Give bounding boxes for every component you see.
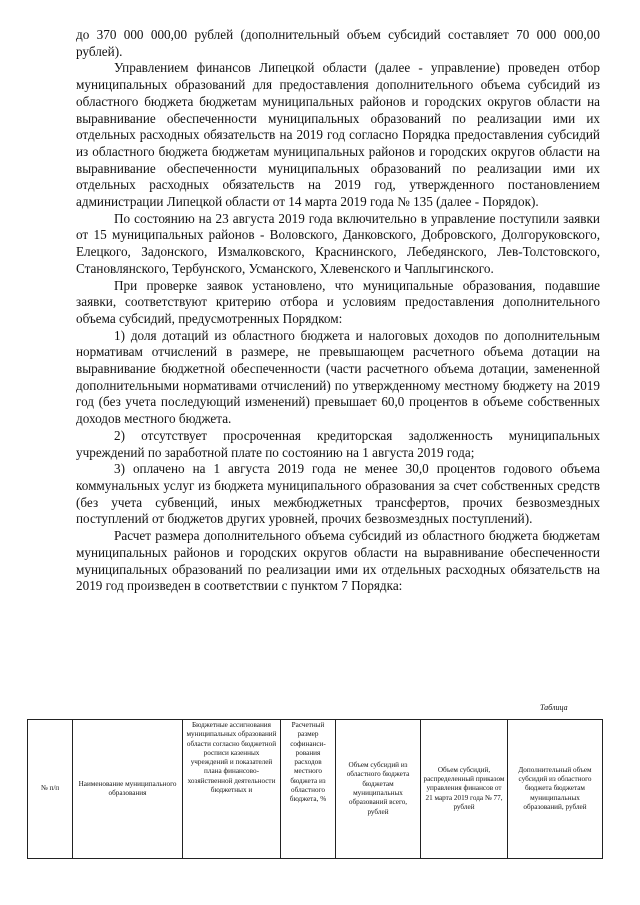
header-cell-distributed-subsidies: Объем субсидий, распределенный приказом управления финансов от 21 марта 2019 года № 77, рублей (421, 720, 508, 859)
subsidy-table (27, 719, 603, 859)
header-cell-cofinancing-rate: Расчетный размер софинанси-рования расходов местного бюджета из областного бюджета, % (281, 720, 336, 859)
paragraph-5: 1) доля дотаций из областного бюджета и налоговых доходов по дополнительным нормативам отчислений в размере, не превышающем расчетного объема дотации на выравнивание бюджетной обеспеченности (части расчетного объема дотации, замененной дополнительными нормативами отчислений) по утвержденному местному бюджету на 2019 год (без учета последующий изменений) превышает 60,0 процентов в объеме собственных доходов местного бюджета. (76, 327, 600, 427)
table-header-row (28, 720, 603, 859)
table-caption: Таблица (540, 703, 568, 712)
header-cell-additional-subsidies: Дополнительный объем субсидий из областного бюджета бюджетам муниципальных образований, рублей (508, 720, 603, 859)
header-cell-budget-allocations: Бюджетные ассигнования муниципальных образований области согласно бюджетной росписи казенных учреждений и показателей плана финансово-хозяйственной деятельности бюджетных и (183, 720, 281, 859)
paragraph-6: 2) отсутствует просроченная кредиторская задолженность муниципальных учреждений по заработной плате по состоянию на 1 августа 2019 года; (76, 427, 600, 460)
header-cell-total-subsidies: Объем субсидий из областного бюджета бюджетам муниципальных образований всего, рублей (336, 720, 421, 859)
document-body (76, 27, 600, 595)
paragraph-3: По состоянию на 23 августа 2019 года включительно в управление поступили заявки от 15 муниципальных районов - Воловского, Данковского, Добровского, Долгоруковского, Елецкого, Задонского, Измалковского, Краснинского, Лебедянского, Лев-Толстовского, Становлянского, Тербунского, Усманского, Хлевенского и Чаплыгинского. (76, 210, 600, 276)
paragraph-4: При проверке заявок установлено, что муниципальные образования, подавшие заявки, соответствуют критерию отбора и условиям предоставления дополнительного объема субсидий, предусмотренных Порядком: (76, 277, 600, 326)
paragraph-7: 3) оплачено на 1 августа 2019 года не менее 30,0 процентов годового объема коммунальных услуг из бюджета муниципального образования за счет собственных средств (без учета субвенций, иных межбюджетных трансфертов, прочих безвозмездных поступлений от бюджетов других уровней, прочих безвозмездных поступлений). (76, 461, 600, 527)
header-cell-municipality: Наименование муниципального образования (73, 720, 183, 859)
header-cell-number: № п/п (28, 720, 73, 859)
paragraph-1: до 370 000 000,00 рублей (дополнительный объем субсидий составляет 70 000 000,00 рублей). (76, 27, 600, 59)
paragraph-2: Управлением финансов Липецкой области (далее - управление) проведен отбор муниципальных образований для предоставления дополнительного объема субсидий из областного бюджета бюджетам муниципальных районов и городских округов области на выравнивание обеспеченности муниципальных образований по реализации ими их отдельных расходных обязательств на 2019 год согласно Порядка предоставления субсидий из областного бюджета бюджетам муниципальных районов и городских округов области на выравнивание обеспеченности муниципальных образований по реализации ими их отдельных расходных обязательств на 2019 год, утвержденного постановлением администрации Липецкой области от 14 марта 2019 года № 135 (далее - Порядок). (76, 60, 600, 210)
paragraph-8: Расчет размера дополнительного объема субсидий из областного бюджета бюджетам муниципальных районов и городских округов области на выравнивание обеспеченности муниципальных образований по реализации ими их отдельных расходных обязательств на 2019 год произведен в соответствии с пунктом 7 Порядка: (76, 528, 600, 594)
